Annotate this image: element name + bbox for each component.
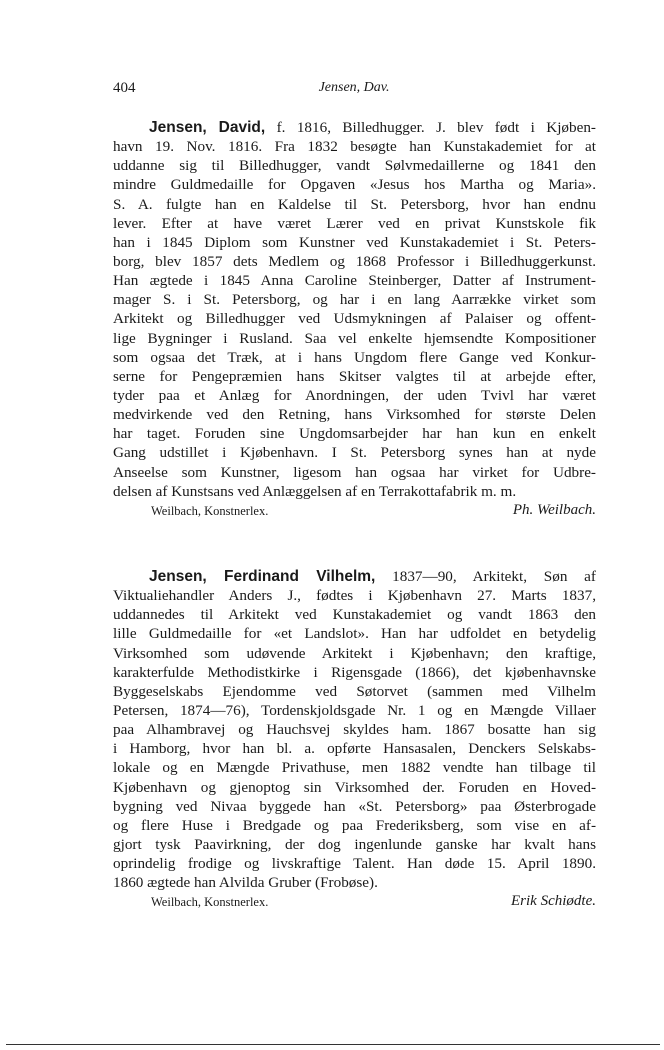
text-line [113, 682, 596, 701]
text-line [113, 854, 596, 873]
line-text: oprindelig frodige og livskraftige Talent. Han døde 15. April 1890. [113, 855, 596, 873]
text-line [113, 873, 596, 892]
line-text: medvirkende ved den Retning, hans Virksomhed for største Delen [113, 406, 596, 424]
text-line [113, 835, 596, 854]
text-line [113, 405, 596, 424]
line-text: uddanne sig til Billedhugger, vandt Sølvmedaillerne og 1841 den [113, 157, 596, 175]
line-text: Petersen, 1874—76), Tordenskjoldsgade Nr. 1 og en Mængde Villaer [113, 701, 596, 719]
line-text: Han ægtede i 1845 Anna Caroline Steinberger, Datter af Instrument- [113, 272, 596, 290]
headword: Jensen, David, [149, 119, 266, 136]
entry-text [113, 118, 596, 501]
line-text: mager S. i St. Petersborg, og har i en lang Aarrække virket som [113, 291, 596, 309]
text-line [113, 443, 596, 462]
line-text: som ogsaa det Træk, at i hans Ungdom flere Gange ved Konkur- [113, 348, 596, 366]
text-line [113, 195, 596, 214]
line-text: lokale og en Mængde Privathuse, men 1882 vendte han tilbage til [113, 759, 596, 777]
page-number: 404 [113, 80, 136, 96]
line-text: serne for Pengepræmien hans Skitser valgtes til at arbejde efter, [113, 367, 596, 385]
text-line [113, 156, 596, 175]
text-line [113, 720, 596, 739]
text-line [113, 701, 596, 720]
line-text: han i 1845 Diplom som Kunstner ved Kunstakademiet i St. Peters- [113, 233, 596, 251]
text-line [113, 233, 596, 252]
text-line [113, 624, 596, 643]
text-line [113, 644, 596, 663]
line-text: i Hamborg, hvor han bl. a. opførte Hansasalen, Denckers Selskabs- [113, 740, 596, 758]
line-text: lige Bygninger i Rusland. Saa vel enkelte hjemsendte Kompositioner [113, 329, 596, 347]
line-text: Arkitekt og Billedhugger ved Udsmykningen af Palaiser og offent- [113, 310, 596, 328]
page-header [113, 80, 595, 104]
text-line [113, 118, 596, 137]
line-text: gjort tysk Paavirkning, der dog ingenlunde ganske har kvalt hans [113, 835, 596, 853]
line-text: 1837—90, Arkitekt, Søn af [375, 568, 596, 585]
text-line [113, 367, 596, 386]
line-text: tyder paa et Anlæg for Anordningen, der uden Tvivl har været [113, 386, 596, 404]
line-text: paa Alhambravej og Hauchsvej skyldes ham. 1867 bosatte han sig [113, 721, 596, 739]
line-text: havn 19. Nov. 1816. Fra 1832 besøgte han Kunstakademiet for at [113, 138, 596, 156]
entry-footer [113, 502, 596, 524]
text-line [113, 175, 596, 194]
text-line [113, 778, 596, 797]
text-line [113, 271, 596, 290]
text-line [113, 137, 596, 156]
line-text: Virksomhed som udøvende Arkitekt i Kjøbenhavn; den kraftige, [113, 644, 596, 662]
line-text: har taget. Foruden sine Ungdomsarbejder har han kun en enkelt [113, 425, 596, 443]
entry-text [113, 567, 596, 892]
entry-jensen-ferdinand-vilhelm [113, 567, 596, 915]
text-line [113, 586, 596, 605]
running-head: Jensen, Dav. [318, 80, 390, 95]
text-line [113, 309, 596, 328]
line-text: Kjøbenhavn og gjenoptog sin Virksomhed der. Foruden en Hoved- [113, 778, 596, 796]
text-line [113, 816, 596, 835]
text-line [113, 386, 596, 405]
line-text: S. A. fulgte han en Kaldelse til St. Petersborg, hvor han endnu [113, 195, 596, 213]
line-text: Byggeselskabs Ejendomme ved Søtorvet (sammen med Vilhelm [113, 682, 596, 700]
bottom-rule [6, 1044, 660, 1045]
source-reference: Weilbach, Konstnerlex. [151, 503, 269, 518]
source-reference: Weilbach, Konstnerlex. [151, 895, 269, 910]
author-signature: Ph. Weilbach. [512, 501, 596, 518]
line-text: Gang udstillet i Kjøbenhavn. I St. Petersborg synes han at nyde [113, 444, 596, 462]
line-text: lille Guldmedaille for «et Landslot». Han har udfoldet en betydelig [113, 625, 596, 643]
text-line [113, 758, 596, 777]
line-text: uddannedes til Arkitekt ved Kunstakademiet og vandt 1863 den [113, 606, 596, 624]
text-line [113, 567, 596, 586]
text-line [113, 290, 596, 309]
text-line [113, 463, 596, 482]
text-line [113, 605, 596, 624]
text-line [113, 797, 596, 816]
line-text: lever. Efter at have været Lærer ved en privat Kunstskole fik [113, 214, 596, 232]
line-text: f. 1816, Billedhugger. J. blev født i Kjøben- [265, 119, 596, 136]
line-text: Anseelse som Kunstner, ligesom han ogsaa har virket for Udbre- [113, 463, 596, 481]
line-text: Viktualiehandler Anders J., fødtes i Kjøbenhavn 27. Marts 1837, [113, 587, 596, 605]
text-line [113, 739, 596, 758]
line-text: og flere Huse i Bredgade og paa Frederiksberg, som vise en af- [113, 816, 596, 834]
text-line [113, 348, 596, 367]
line-text: delsen af Kunstsans ved Anlæggelsen af en Terrakottafabrik m. m. [113, 482, 517, 500]
entry-jensen-david [113, 118, 596, 524]
text-line [113, 482, 596, 501]
text-line [113, 329, 596, 348]
author-signature: Erik Schiødte. [511, 893, 596, 910]
line-text: 1860 ægtede han Alvilda Gruber (Frobøse). [113, 874, 378, 892]
headword: Jensen, Ferdinand Vilhelm, [149, 568, 376, 585]
text-line [113, 252, 596, 271]
entry-footer [113, 893, 596, 915]
text-line [113, 214, 596, 233]
text-line [113, 424, 596, 443]
text-line [113, 663, 596, 682]
line-text: borg, blev 1857 dets Medlem og 1868 Professor i Billedhuggerkunst. [113, 252, 596, 270]
line-text: mindre Guldmedaille for Opgaven «Jesus hos Martha og Maria». [113, 176, 596, 194]
line-text: bygning ved Nivaa byggede han «St. Petersborg» paa Østerbrogade [113, 797, 596, 815]
line-text: karakterfulde Methodistkirke i Rigensgade (1866), det kjøbenhavnske [113, 663, 596, 681]
